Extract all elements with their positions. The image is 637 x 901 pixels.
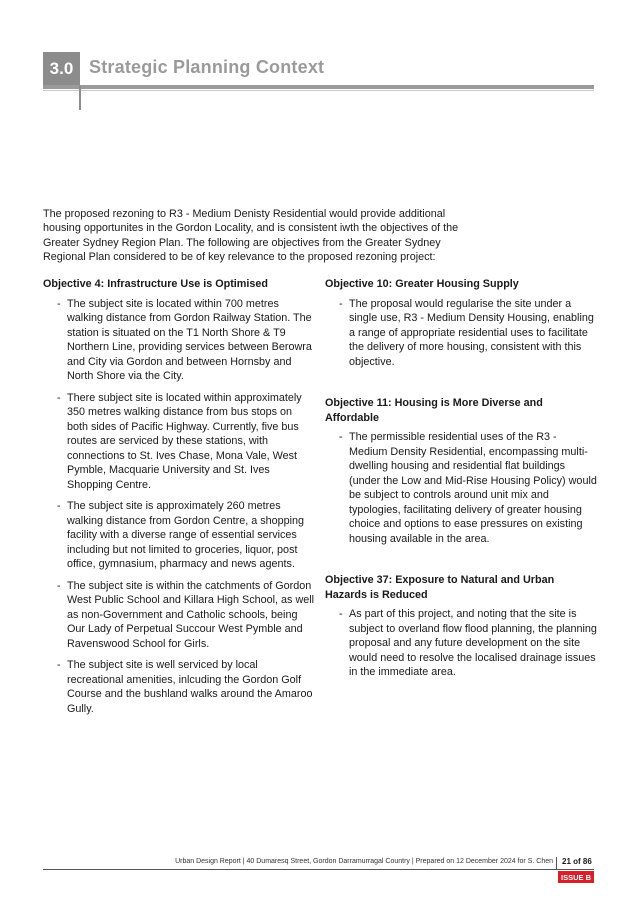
dash-bullet: -	[339, 608, 343, 620]
issue-badge: ISSUE B	[558, 871, 594, 883]
footer-rule	[43, 869, 594, 870]
dash-bullet: -	[57, 297, 61, 310]
footer-report-info: Urban Design Report | 40 Dumaresq Street, Gordon Darramurragal Country | Prepared on 12 December 2024 for S. Chen	[175, 858, 553, 865]
section-number-badge: 3.0	[43, 52, 80, 86]
objective-bullet-list	[325, 430, 597, 546]
right-column	[325, 277, 597, 707]
dash-bullet: -	[57, 391, 61, 404]
dash-bullet: -	[57, 659, 61, 671]
list-item	[43, 658, 315, 716]
list-item-text: The proposal would regularise the site under a single use, R3 - Medium Density Housing, enabling a range of appropriate residential uses to facilitate the delivery of more housing, consistent with this objective.	[349, 297, 594, 368]
objective-heading: Objective 4: Infrastructure Use is Optimised	[43, 278, 269, 290]
list-item	[325, 297, 597, 370]
list-item-text: The subject site is within the catchments of Gordon West Public School and Killara High School, as well as non-Government and Catholic schools, being Our Lady of Perpetual Succour West Pymble and Ravenswood School for Girls.	[67, 579, 315, 650]
header-rule-thin	[43, 90, 594, 91]
dash-bullet: -	[57, 579, 61, 592]
list-item	[43, 391, 315, 493]
objective-bullet-list	[43, 297, 315, 717]
page-number: 21 of 86	[556, 857, 592, 870]
intro-paragraph: The proposed rezoning to R3 - Medium Denisty Residential would provide additional housing opportunites in the Gordon Locality, and is consistent iwth the objectives of the Greater Sydney Region Plan. The following are objectives from the Greater Sydney Regional Plan considered to be of key relevance to the proposed rezoning project:	[43, 208, 459, 264]
list-item	[43, 579, 315, 652]
header-rule	[43, 85, 594, 89]
objective-section	[325, 573, 597, 680]
section-title: Strategic Planning Context	[89, 57, 325, 77]
objective-section	[43, 277, 315, 716]
objective-heading: Objective 10: Greater Housing Supply	[325, 278, 519, 290]
objective-section	[325, 396, 597, 546]
objective-bullet-list	[325, 297, 597, 370]
left-column	[43, 277, 315, 743]
dash-bullet: -	[339, 431, 343, 443]
list-item-text: The subject site is well serviced by local recreational amenities, inlcuding the Gordon Golf Course and the bushland walks around the Amaroo Gully.	[67, 659, 313, 715]
list-item-text: The subject site is located within 700 metres walking distance from Gordon Railway Station. The station is situated on the T1 North Shore & T9 Northern Line, providing services between Berowra and City via Gordon and between Hornsby and North Shore via the City.	[67, 297, 312, 382]
header-vertical-line	[79, 86, 81, 110]
dash-bullet: -	[57, 500, 61, 512]
objective-section	[325, 277, 597, 369]
objective-heading: Objective 37: Exposure to Natural and Urban Hazards is Reduced	[325, 574, 555, 601]
list-item-text: As part of this project, and noting that the site is subject to overland flow flood planning, the planning proposal and any future development on the site would need to resolve the localised drainage issues in the immediate area.	[349, 608, 597, 678]
dash-bullet: -	[339, 297, 343, 310]
list-item-text: The subject site is approximately 260 metres walking distance from Gordon Centre, a shopping facility with a diverse range of essential services including but not limited to groceries, liquor, post office, gymnasium, pharmacy and news agents.	[67, 500, 305, 570]
list-item	[325, 430, 597, 546]
objective-heading: Objective 11: Housing is More Diverse and Affordable	[325, 397, 543, 424]
list-item	[325, 607, 597, 680]
list-item-text: The permissible residential uses of the R3 - Medium Density Residential, encompassing multi-dwelling housing and residential flat buildings (under the Low and Mid-Rise Housing Policy) would be subject to controls around unit mix and typologies, facilitating delivery of greater housing choice and options to ease pressures on existing housing available in the area.	[349, 431, 597, 545]
list-item-text: There subject site is located within approximately 350 metres walking distance from bus stops on both sides of Pacific Highway. Currently, five bus routes are serviced by these stations, with connections to St. Ives Chase, Mona Vale, West Pymble, Macquarie University and St. Ives Shopping Centre.	[67, 391, 302, 491]
list-item	[43, 297, 315, 384]
objective-bullet-list	[325, 607, 597, 680]
list-item	[43, 499, 315, 572]
